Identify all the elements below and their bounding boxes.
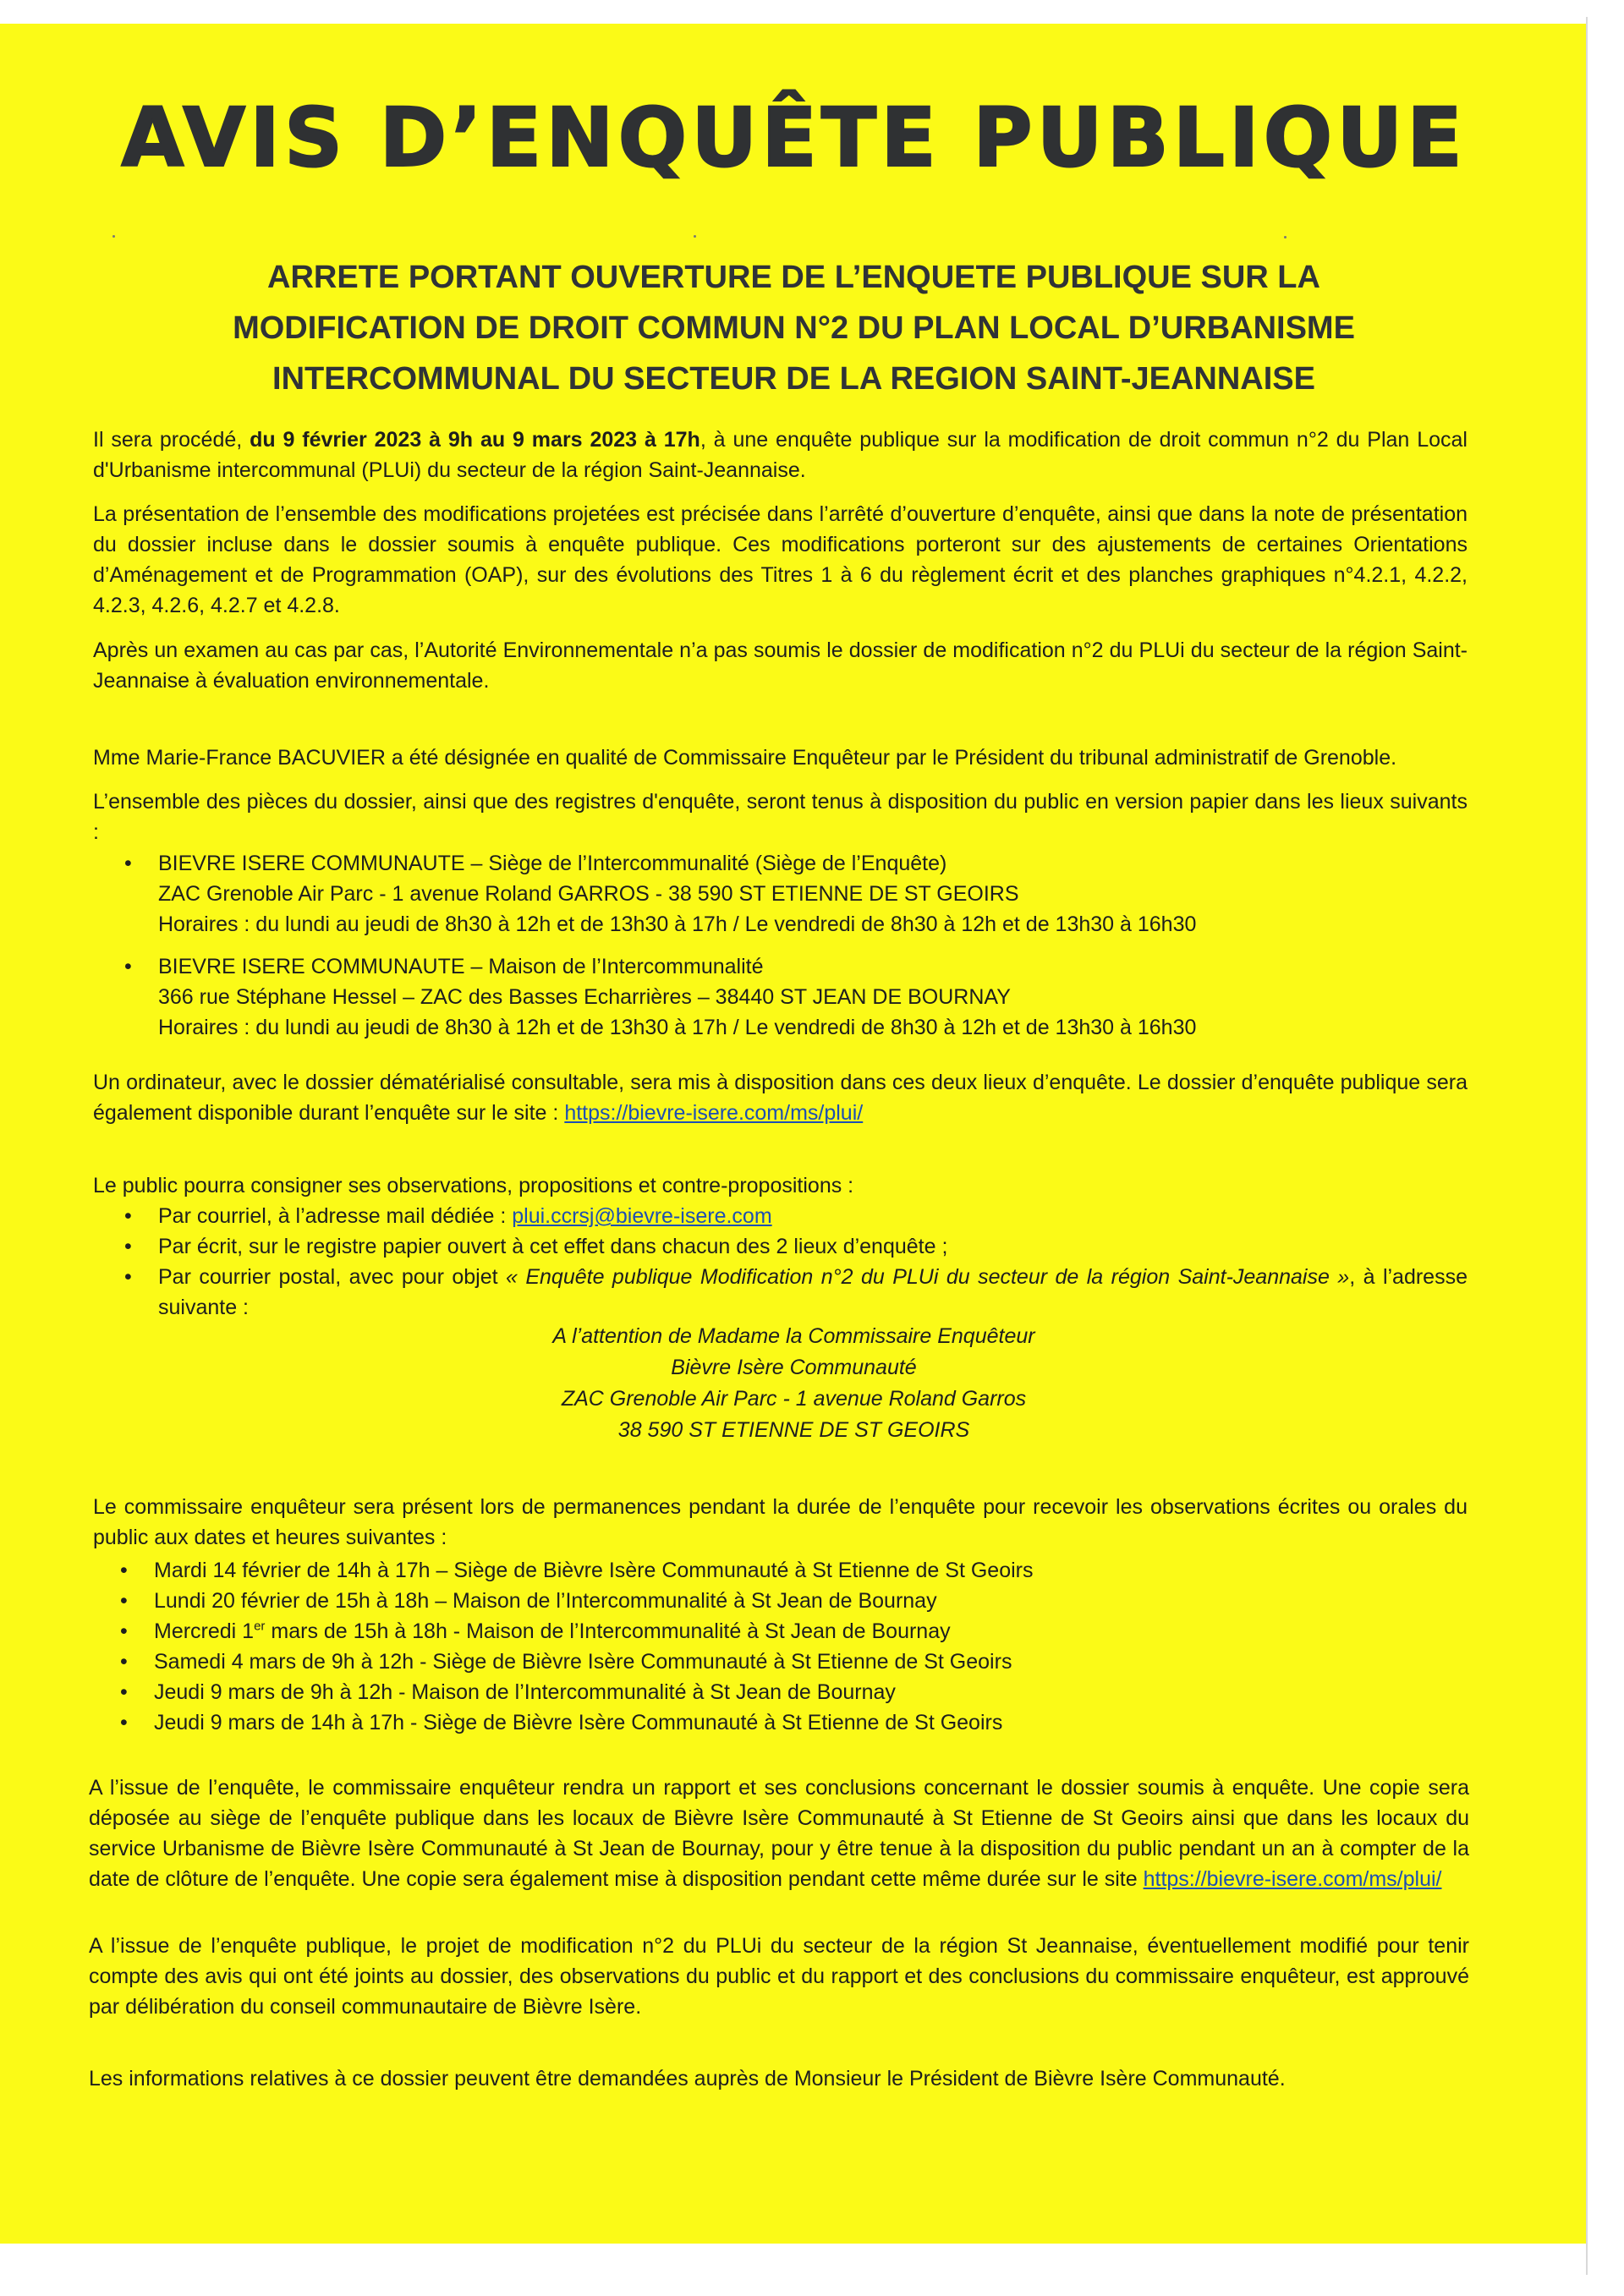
- informations-paragraph: Les informations relatives à ce dossier peuvent être demandées auprès de Monsieur le Président de Bièvre Isère Communauté.: [89, 2067, 1286, 2091]
- presentation-paragraph: La présentation de l’ensemble des modifications projetées est précisée dans l’arrêté d’ouverture d’enquête, ainsi que dans la note de présentation du dossier incluse dans le dossier soumis à enquête publique. Ces modifications porteront sur des ajustements de certaines Orientations d’Aménagement et de Programmation (OAP), sur des évolutions des Titres 1 à 6 du règlement écrit et des planches graphiques n°4.2.1, 4.2.2, 4.2.3, 4.2.6, 4.2.7 et 4.2.8.: [93, 502, 1468, 617]
- postal-address: [0, 1321, 1588, 1446]
- issue-paragraph: A l’issue de l’enquête, le commissaire enquêteur rendra un rapport et ses conclusions concernant le dossier soumis à enquête. Une copie sera déposée au siège de l’enquête publique dans les locaux de Bièvre Isère Communauté à St Etienne de St Geoirs ainsi que dans les locaux du service Urbanisme de Bièvre Isère Communauté à St Jean de Bournay, pour y être tenue à la disposition du public pendant un an à compter de la date de clôture de l’enquête. Une copie sera également mise à disposition pendant cette même durée sur le site https://bievre-isere.com/ms/plui/: [89, 1776, 1469, 1891]
- subtitle-line: ARRETE PORTANT OUVERTURE DE L’ENQUETE PUBLIQUE SUR LA: [267, 260, 1320, 295]
- public-paragraph: Le public pourra consigner ses observations, propositions et contre-propositions :: [93, 1174, 854, 1197]
- ordinateur-paragraph: Un ordinateur, avec le dossier dématérialisé consultable, sera mis à disposition dans ces deux lieux d’enquête. Le dossier d’enquête publique sera également disponible durant l’enquête sur le site : https://bievre-isere.com/ms/plui/: [93, 1071, 1468, 1125]
- list-item: • Mardi 14 février de 14h à 17h – Siège de Bièvre Isère Communauté à St Etienne de St Geoirs: [89, 1555, 1463, 1586]
- autorite-paragraph: Après un examen au cas par cas, l’Autorité Environnementale n’a pas soumis le dossier de modification n°2 du PLUi du secteur de la région Saint-Jeannaise à évaluation environnementale.: [93, 638, 1468, 693]
- enquiry-dates: du 9 février 2023 à 9h au 9 mars 2023 à 17h: [250, 428, 700, 452]
- speck: [694, 235, 696, 238]
- speck: [112, 235, 115, 238]
- address-line: ZAC Grenoble Air Parc - 1 avenue Roland Garros: [561, 1387, 1027, 1411]
- approbation-paragraph: A l’issue de l’enquête publique, le projet de modification n°2 du PLUi du secteur de la région St Jeannaise, éventuellement modifié pour tenir compte des avis qui ont été joints au dossier, des observations du public et du rapport et des conclusions du commissaire enquêteur, est approuvé par délibération du conseil communautaire de Bièvre Isère.: [89, 1934, 1469, 2019]
- subtitle-line: MODIFICATION DE DROIT COMMUN N°2 DU PLAN LOCAL D’URBANISME: [233, 310, 1355, 346]
- list-item: • Mercredi 1er mars de 15h à 18h - Maison de l’Intercommunalité à St Jean de Bournay: [89, 1616, 1463, 1647]
- email-link[interactable]: plui.ccrsj@bievre-isere.com: [512, 1204, 772, 1228]
- modes-list: [93, 1201, 1468, 1323]
- permanences-paragraph: Le commissaire enquêteur sera présent lors de permanences pendant la durée de l’enquête pour recevoir les observations écrites ou orales du public aux dates et heures suivantes :: [93, 1495, 1468, 1549]
- site-link[interactable]: https://bievre-isere.com/ms/plui/: [1143, 1867, 1442, 1891]
- list-item: • Par écrit, sur le registre papier ouvert à cet effet dans chacun des 2 lieux d’enquête ;: [93, 1231, 1468, 1262]
- permanences-list: [89, 1555, 1463, 1738]
- list-item: • Jeudi 9 mars de 14h à 17h - Siège de Bièvre Isère Communauté à St Etienne de St Geoirs: [89, 1707, 1463, 1738]
- list-item: • Par courriel, à l’adresse mail dédiée : plui.ccrsj@bievre-isere.com: [93, 1201, 1468, 1231]
- pieces-paragraph: L’ensemble des pièces du dossier, ainsi que des registres d'enquête, seront tenus à disposition du public en version papier dans les lieux suivants :: [93, 790, 1468, 844]
- intro-paragraph: [93, 425, 1468, 485]
- intro-prefix: Il sera procédé,: [93, 428, 250, 452]
- decree-subtitle: [0, 252, 1588, 404]
- speck: [1284, 236, 1287, 238]
- postal-subject: « Enquête publique Modification n°2 du PLUi du secteur de la région Saint-Jeannaise »: [506, 1265, 1350, 1289]
- commissaire-paragraph: Mme Marie-France BACUVIER a été désignée en qualité de Commissaire Enquêteur par le Président du tribunal administratif de Grenoble.: [93, 746, 1397, 770]
- list-item: • Lundi 20 février de 15h à 18h – Maison de l’Intercommunalité à St Jean de Bournay: [89, 1586, 1463, 1616]
- subtitle-line: INTERCOMMUNAL DU SECTEUR DE LA REGION SAINT-JEANNAISE: [272, 361, 1315, 397]
- list-item: • BIEVRE ISERE COMMUNAUTE – Siège de l’Intercommunalité (Siège de l’Enquête) ZAC Grenoble Air Parc - 1 avenue Roland GARROS - 38 590 ST ETIENNE DE ST GEOIRS Horaires : du lundi au jeudi de 8h30 à 12h et de 13h30 à 17h / Le vendredi de 8h30 à 12h et de 13h30 à 16h30: [93, 848, 1468, 940]
- list-item: • Par courrier postal, avec pour objet « Enquête publique Modification n°2 du PLUi du secteur de la région Saint-Jeannaise », à l’adresse suivante :: [93, 1262, 1468, 1323]
- list-item: • Samedi 4 mars de 9h à 12h - Siège de Bièvre Isère Communauté à St Etienne de St Geoirs: [89, 1647, 1463, 1677]
- list-item: • Jeudi 9 mars de 9h à 12h - Maison de l’Intercommunalité à St Jean de Bournay: [89, 1677, 1463, 1707]
- page-title: AVIS D’ENQUÊTE PUBLIQUE: [121, 90, 1467, 185]
- address-line: Bièvre Isère Communauté: [671, 1356, 917, 1379]
- address-line: A l’attention de Madame la Commissaire Enquêteur: [552, 1324, 1035, 1348]
- site-link[interactable]: https://bievre-isere.com/ms/plui/: [564, 1101, 864, 1125]
- intro-suffix: , à une enquête publique sur la modification de droit commun n°2 du Plan Local d'Urbanisme intercommunal (PLUi) du secteur de la région Saint-Jeannaise.: [93, 428, 1468, 482]
- address-line: 38 590 ST ETIENNE DE ST GEOIRS: [617, 1418, 970, 1442]
- list-item: • BIEVRE ISERE COMMUNAUTE – Maison de l’Intercommunalité 366 rue Stéphane Hessel – ZAC des Basses Echarrières – 38440 ST JEAN DE BOURNAY Horaires : du lundi au jeudi de 8h30 à 12h et de 13h30 à 17h / Le vendredi de 8h30 à 12h et de 13h30 à 16h30: [93, 951, 1468, 1043]
- lieux-list: [93, 848, 1468, 1043]
